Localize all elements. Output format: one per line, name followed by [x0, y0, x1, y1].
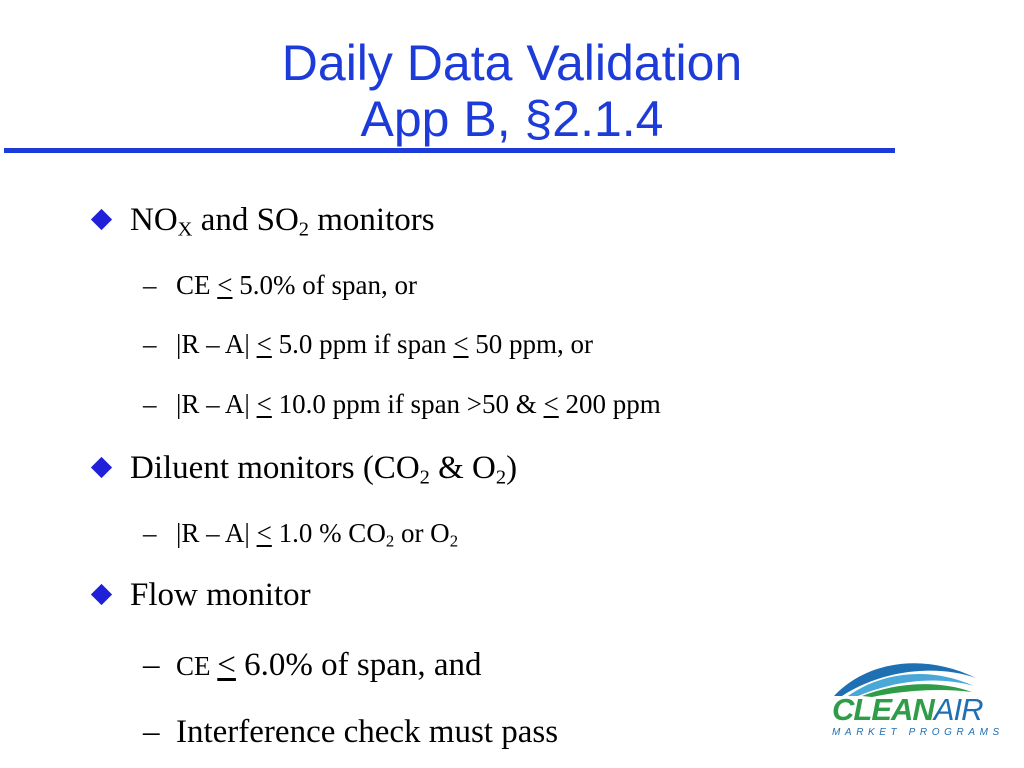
logo-wordmark	[832, 692, 982, 728]
text-part: Diluent monitors (CO	[130, 450, 420, 486]
slide-title-line-2: App B, §2.1.4	[360, 91, 664, 147]
text-part: 6.0% of span, and	[235, 647, 482, 683]
diamond-bullet-icon	[91, 584, 112, 605]
less-equal-symbol: <	[543, 389, 559, 419]
text-part: or O	[394, 518, 450, 548]
less-equal-symbol: <	[256, 389, 272, 419]
text-part: 10.0 ppm if span >50 &	[271, 389, 544, 419]
text-part: |R – A|	[176, 329, 257, 359]
sub-bullet-text	[176, 516, 458, 550]
text-part: |R – A|	[176, 518, 257, 548]
sub-bullet-text	[176, 327, 593, 361]
logo-word-air: AIR	[933, 692, 983, 727]
subscript-2: 2	[449, 531, 459, 551]
bullet-text	[130, 200, 435, 240]
logo-tagline: MARKET PROGRAMS	[832, 727, 1004, 738]
less-equal-symbol: <	[256, 329, 272, 359]
sub-bullet-text	[176, 268, 417, 302]
text-part: 1.0 % CO	[271, 518, 386, 548]
text-part: |R – A|	[176, 389, 257, 419]
text-part: 5.0% of span, or	[232, 270, 417, 300]
text-monitors: monitors	[309, 202, 435, 238]
text-part: & O	[429, 450, 496, 486]
less-equal-symbol: <	[217, 647, 236, 683]
dash-marker: –	[143, 518, 157, 548]
less-equal-symbol: <	[256, 518, 272, 548]
dash-marker: –	[143, 389, 157, 419]
subscript-2: 2	[298, 218, 309, 241]
diamond-bullet-icon	[91, 209, 112, 230]
subscript-x: X	[177, 218, 193, 241]
text-and-so: and SO	[192, 202, 299, 238]
text-part: )	[506, 450, 518, 486]
subscript-2: 2	[495, 466, 507, 489]
text-part: 200 ppm	[558, 389, 661, 419]
text-nox: NO	[130, 202, 178, 238]
dash-marker: –	[143, 647, 160, 683]
dash-marker: –	[143, 329, 157, 359]
less-equal-symbol: <	[217, 270, 233, 300]
logo-word-clean: CLEAN	[832, 692, 934, 727]
text-part: 50 ppm, or	[468, 329, 594, 359]
sub-bullet-text	[176, 387, 661, 421]
dash-marker: –	[143, 714, 160, 750]
title-underline-rule	[4, 148, 895, 153]
sub-bullet-text: Interference check must pass	[176, 714, 559, 750]
less-equal-symbol: <	[453, 329, 469, 359]
subscript-2: 2	[419, 466, 430, 489]
text-part: 5.0 ppm if span	[271, 329, 454, 359]
diamond-bullet-icon	[91, 457, 112, 478]
clean-air-markets-logo	[826, 656, 1004, 746]
bullet-text: Flow monitor	[130, 577, 311, 613]
text-part: CE	[176, 270, 218, 300]
text-part: CE	[176, 651, 218, 681]
sub-bullet-text	[176, 645, 482, 686]
dash-marker: –	[143, 270, 157, 300]
bullet-text	[130, 448, 517, 488]
slide-title-line-1: Daily Data Validation	[281, 35, 743, 91]
subscript-2: 2	[385, 531, 395, 551]
